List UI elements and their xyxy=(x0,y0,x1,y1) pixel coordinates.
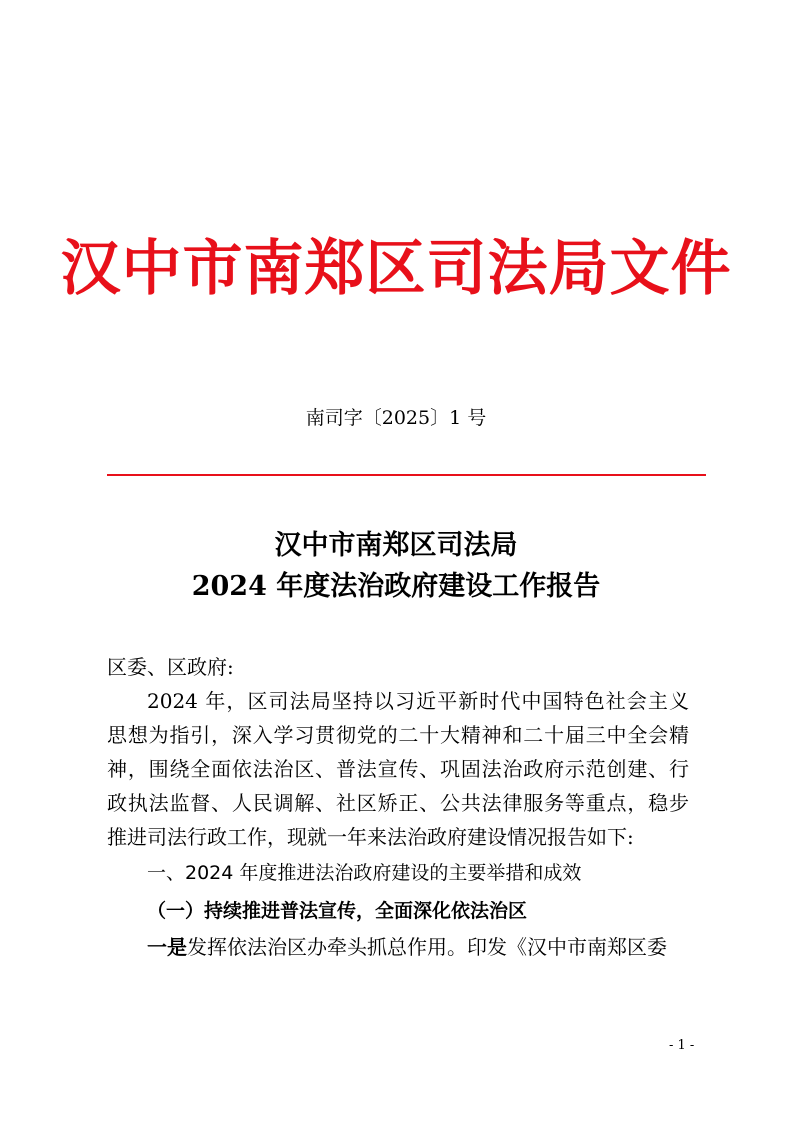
paragraph-3-text: 发挥依法治区办牵头抓总作用。印发《汉中市南郑区委 xyxy=(187,935,667,959)
subsection-heading-1: （一）持续推进普法宣传，全面深化依法治区 xyxy=(147,900,528,922)
salutation: 区委、区政府: xyxy=(107,655,234,679)
red-header-title: 汉中市南郑区司法局文件 xyxy=(60,234,732,304)
paragraph-1-line: 思想为指引，深入学习贯彻党的二十大精神和二十届三中全会精 xyxy=(107,723,689,747)
document-number: 南司字〔2025〕1 号 xyxy=(305,407,487,429)
document-title-line-1: 汉中市南郑区司法局 xyxy=(274,530,518,561)
page-number: - 1 - xyxy=(669,1038,695,1053)
section-heading-1: 一、2024 年度推进法治政府建设的主要举措和成效 xyxy=(147,862,582,884)
paragraph-1-line: 政执法监督、人民调解、社区矫正、公共法律服务等重点，稳步 xyxy=(107,791,689,815)
paragraph-3 xyxy=(147,930,667,964)
paragraph-1-line: 2024 年，区司法局坚持以习近平新时代中国特色社会主义 xyxy=(147,689,689,713)
paragraph-1-line: 推进司法行政工作，现就一年来法治政府建设情况报告如下: xyxy=(107,825,634,849)
red-divider-rule xyxy=(107,474,706,476)
document-title-line-2: 2024 年度法治政府建设工作报告 xyxy=(191,571,601,602)
paragraph-3-lead: 一是 xyxy=(147,935,187,959)
paragraph-1-line: 神，围绕全面依法治区、普法宣传、巩固法治政府示范创建、行 xyxy=(107,757,689,781)
